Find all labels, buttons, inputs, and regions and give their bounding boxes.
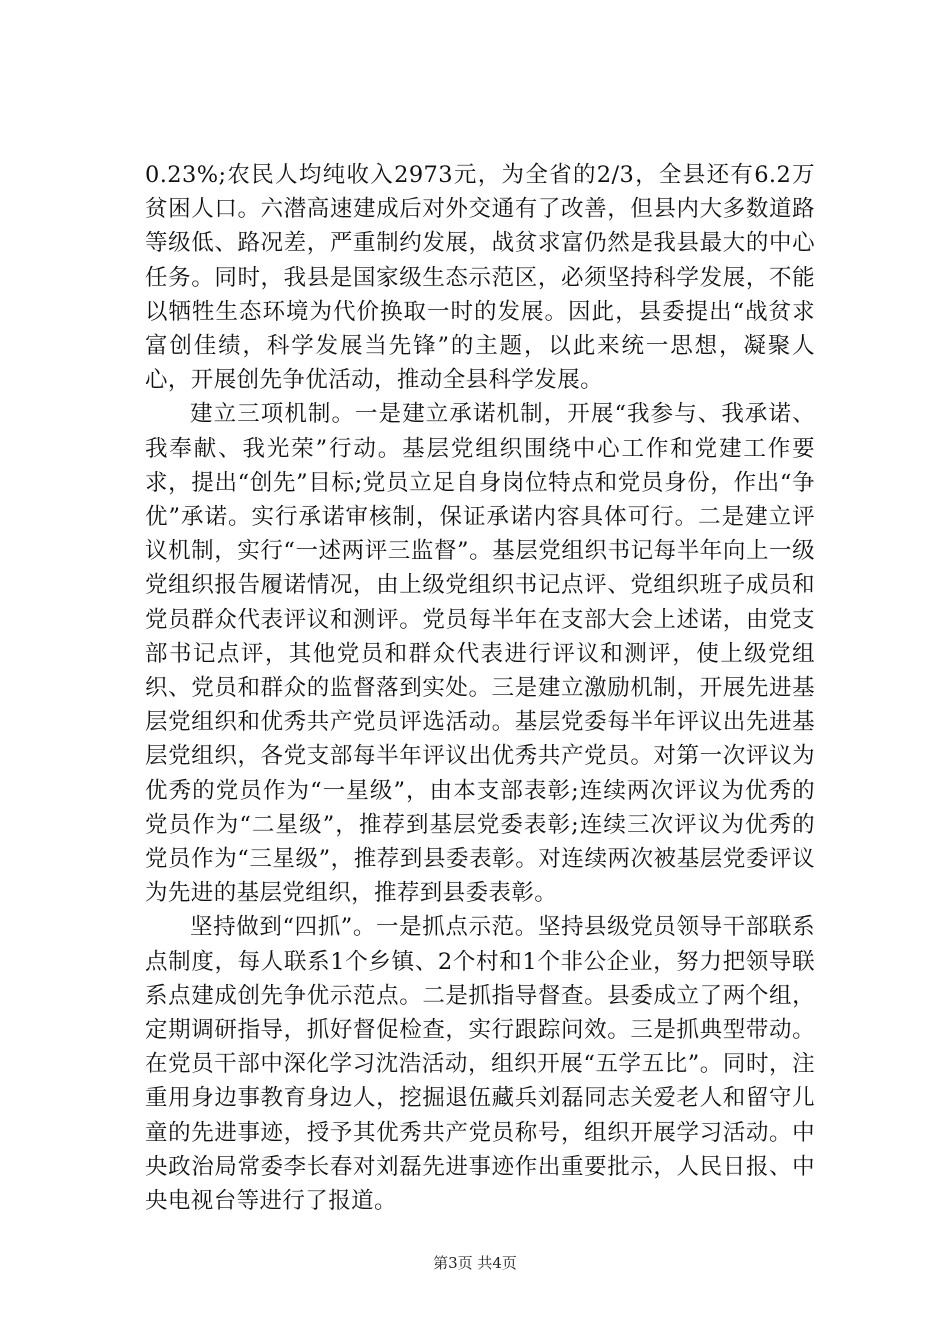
page-number-footer: 第3页 共4页 (433, 1254, 517, 1272)
paragraph-3: 坚持做到“四抓”。一是抓点示范。坚持县级党员领导干部联系点制度，每人联系1个乡镇、2个村和1个非公企业，努力把领导联系点建成创先争优示范点。二是抓指导督查。县委成立了两个组，定期调研指导，抓好督促检查，实行跟踪问效。三是抓典型带动。在党员干部中深化学习沈浩活动，组织开展“五学五比”。同时，注重用身边事教育身边人，挖掘退伍藏兵刘磊同志关爱老人和留守儿童的先进事迹，授予其优秀共产党员称号，组织开展学习活动。中央政治局常委李长春对刘磊先进事迹作出重要批示，人民日报、中央电视台等进行了报道。 (145, 914, 815, 1215)
paragraph-2: 建立三项机制。一是建立承诺机制，开展“我参与、我承诺、我奉献、我光荣”行动。基层党组织围绕中心工作和党建工作要求，提出“创先”目标;党员立足自身岗位特点和党员身份，作出“争优”承诺。实行承诺审核制，保证承诺内容具体可行。二是建立评议机制，实行“一述两评三监督”。基层党组织书记每半年向上一级党组织报告履诺情况，由上级党组织书记点评、党组织班子成员和党员群众代表评议和测评。党员每半年在支部大会上述诺，由党支部书记点评，其他党员和群众代表进行评议和测评，使上级党组织、党员和群众的监督落到实处。三是建立激励机制，开展先进基层党组织和优秀共产党员评选活动。基层党委每半年评议出先进基层党组织，各党支部每半年评议出优秀共产党员。对第一次评议为优秀的党员作为“一星级”，由本支部表彰;连续两次评议为优秀的党员作为“二星级”，推荐到基层党委表彰;连续三次评议为优秀的党员作为“三星级”，推荐到县委表彰。对连续两次被基层党委评议为先进的基层党组织，推荐到县委表彰。 (145, 401, 815, 907)
paragraph-1: 0.23%;农民人均纯收入2973元，为全省的2/3，全县还有6.2万贫困人口。六潜高速建成后对外交通有了改善，但县内大多数道路等级低、路况差，严重制约发展，战贫求富仍然是我县最大的中心任务。同时，我县是国家级生态示范区，必须坚持科学发展，不能以牺牲生态环境为代价换取一时的发展。因此，县委提出“战贫求富创佳绩，科学发展当先锋”的主题，以此来统一思想，凝聚人心，开展创先争优活动，推动全县科学发展。 (145, 162, 815, 394)
document-body (145, 158, 815, 1218)
